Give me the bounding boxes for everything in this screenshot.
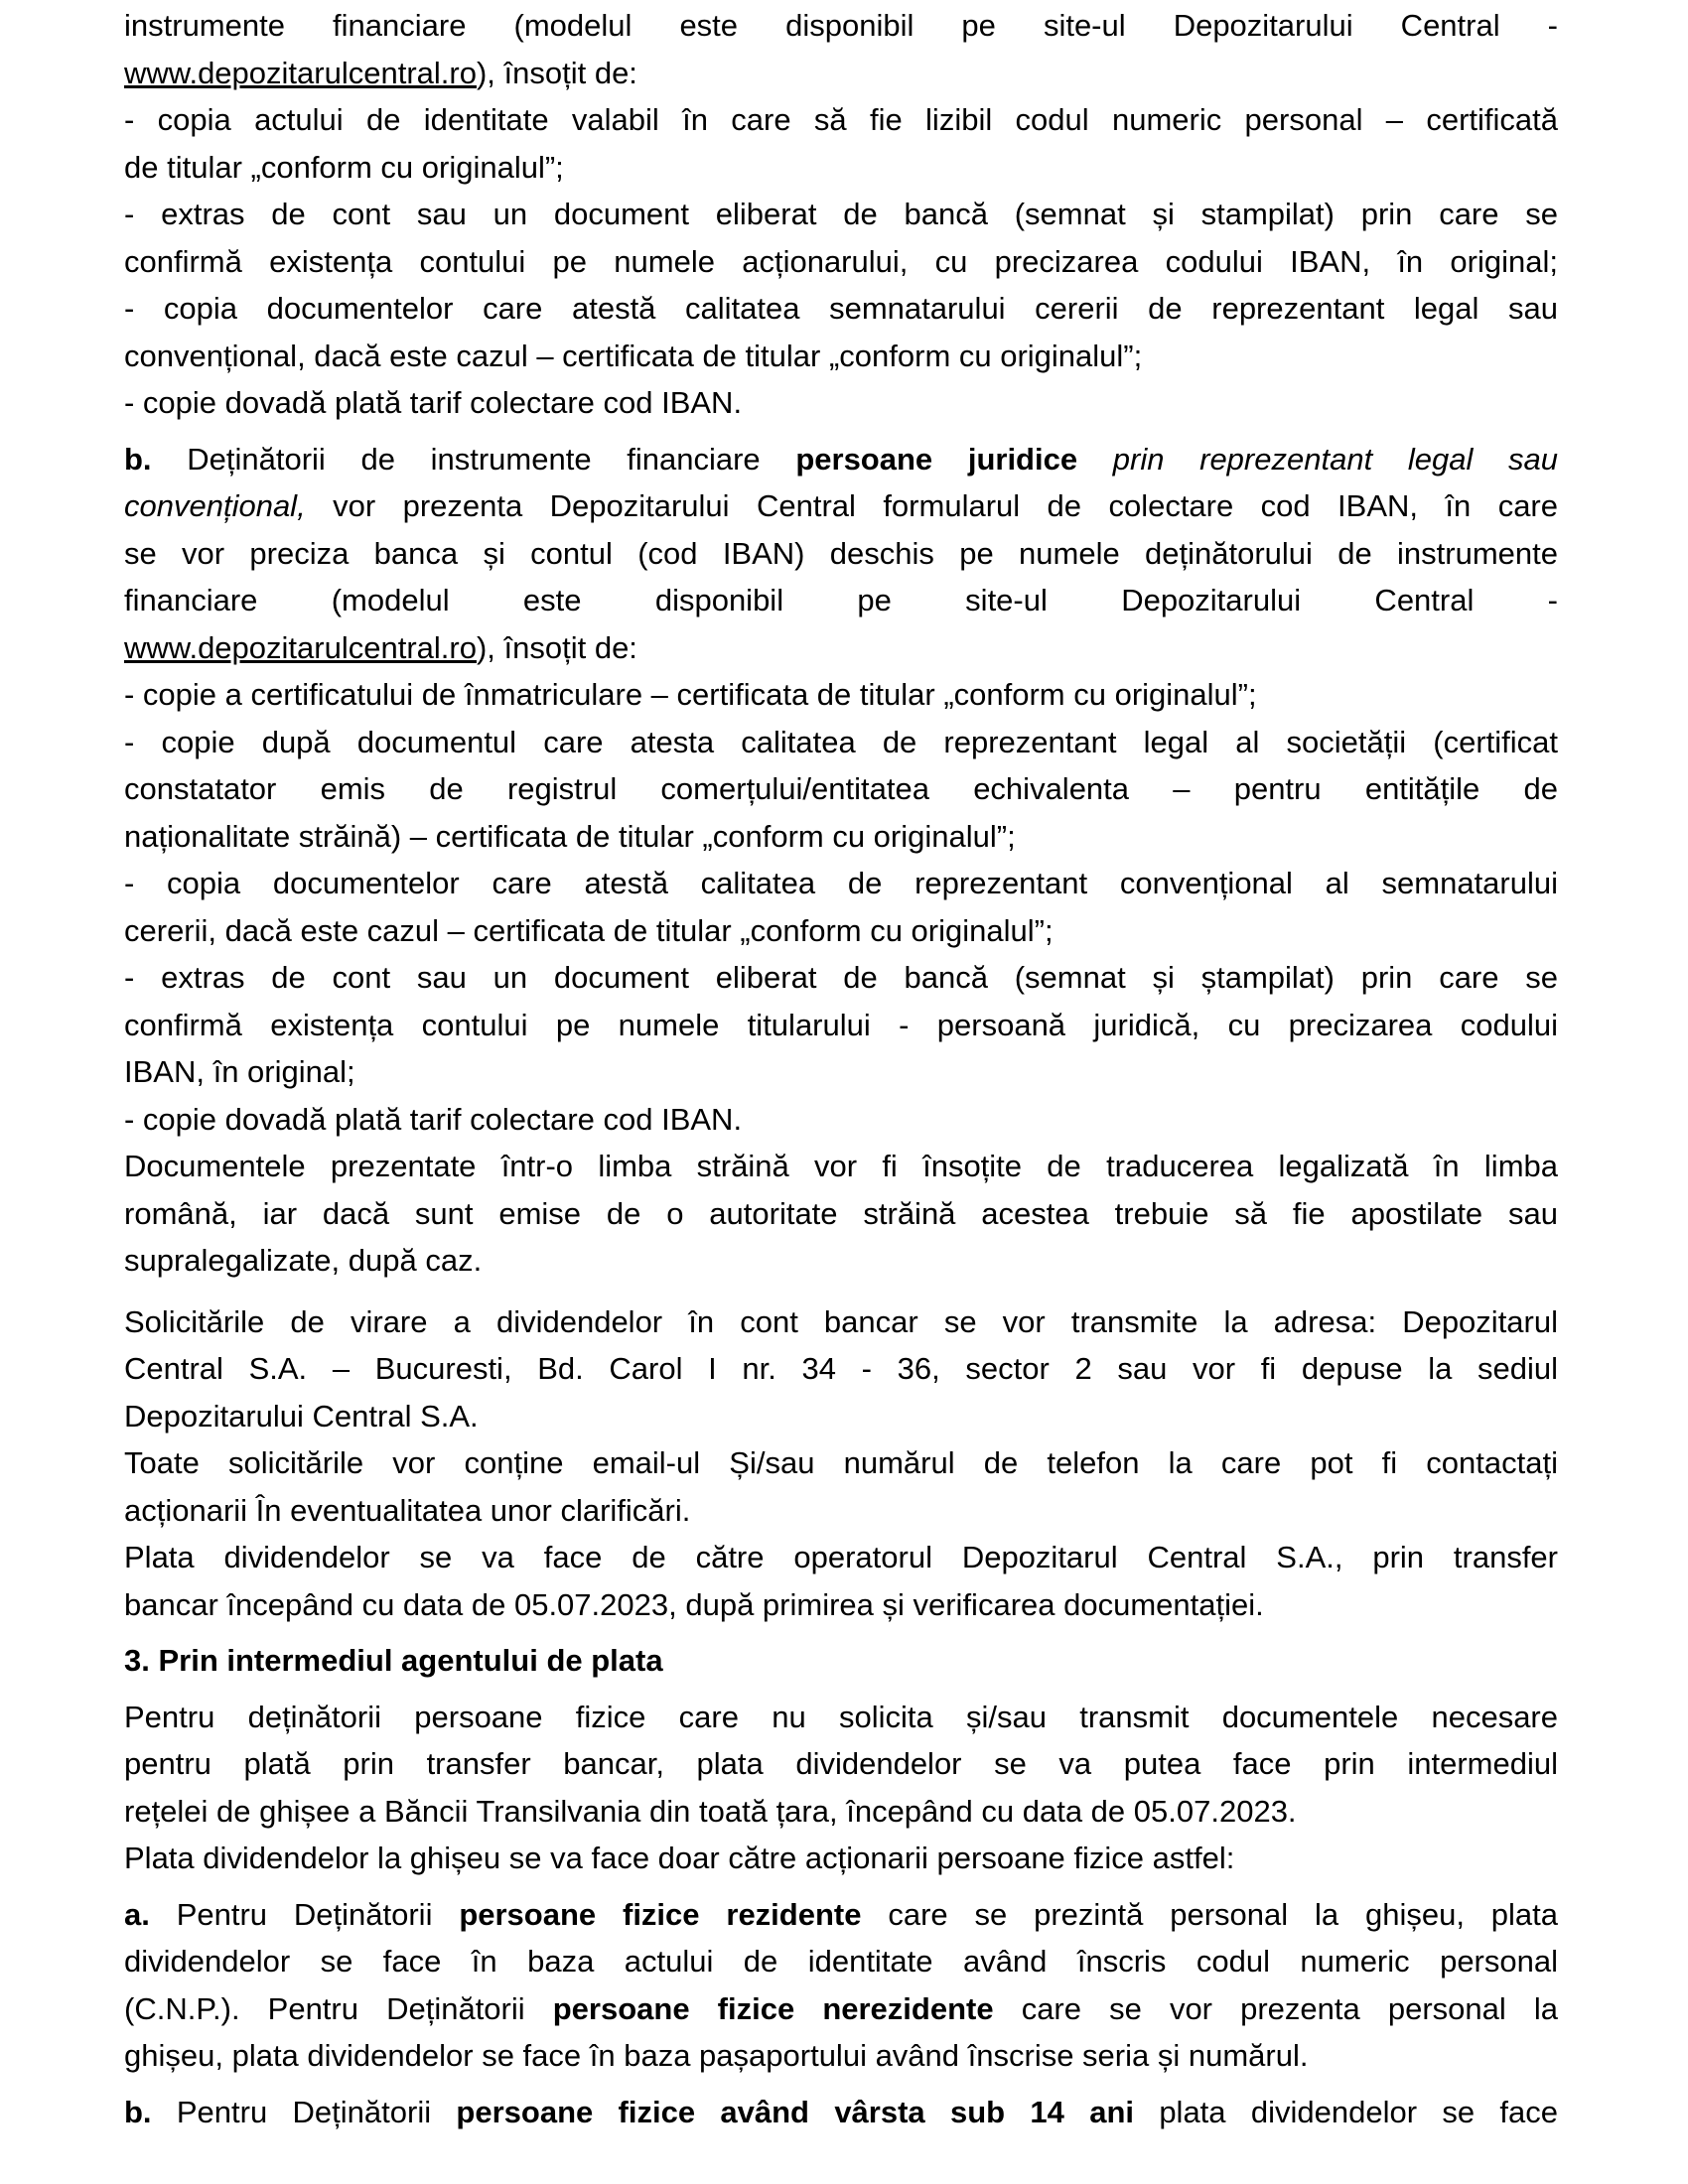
text-line: - copia actului de identitate valabil în care să fie lizibil codul numeric personal – certificată: [124, 102, 1558, 137]
text-line: română, iar dacă sunt emise de o autoritate străină acestea trebuie să fie apostilate sau: [124, 1195, 1558, 1231]
text-line: confirmă existența contului pe numele acționarului, cu precizarea codului IBAN, în original;: [124, 243, 1558, 279]
text-line: - copie dovadă plată tarif colectare cod IBAN.: [124, 1101, 743, 1137]
text-line: cererii, dacă este cazul – certificata de titular „conform cu originalul”;: [124, 912, 1054, 948]
text-line: b. Pentru Deținătorii persoane fizice având vârsta sub 14 ani plata dividendelor se face: [124, 2094, 1558, 2129]
text-line: supralegalizate, după caz.: [124, 1243, 483, 1278]
website-link[interactable]: www.depozitarulcentral.ro: [124, 55, 477, 90]
text-line: Plata dividendelor se va face de către operatorul Depozitarul Central S.A., prin transfer: [124, 1540, 1558, 1574]
section-heading: 3. Prin intermediul agentului de plata: [124, 1643, 663, 1678]
text-line: pentru plată prin transfer bancar, plata dividendelor se va putea face prin intermediul: [124, 1746, 1558, 1781]
document-page: [124, 0, 1558, 2135]
text-line: naționalitate străină) – certificata de titular „conform cu originalul”;: [124, 818, 1016, 854]
text-line: Depozitarului Central S.A.: [124, 1398, 479, 1433]
text-line: convențional, vor prezenta Depozitarului Central formularul de colectare cod IBAN, în care: [124, 488, 1558, 523]
text-line: Documentele prezentate într-o limba străină vor fi însoțite de traducerea legalizată în limba: [124, 1149, 1558, 1183]
text-line: a. Pentru Deținătorii persoane fizice rezidente care se prezintă personal la ghișeu, plata: [124, 1896, 1559, 1932]
text-line: financiare (modelul este disponibil pe site-ul Depozitarului Central -: [124, 583, 1558, 617]
text-line: confirmă existența contului pe numele titularului - persoană juridică, cu precizarea codului: [124, 1007, 1558, 1042]
item-letter: b.: [124, 2094, 152, 2129]
text-line: Solicitările de virare a dividendelor în cont bancar se vor transmite la adresa: Depozitarul: [124, 1303, 1558, 1339]
text-line: rețelei de ghișee a Băncii Transilvania din toată țara, începând cu data de 05.07.2023.: [124, 1793, 1297, 1829]
text-line: - copie a certificatului de înmatriculare – certificata de titular „conform cu originalul”;: [124, 677, 1257, 712]
text-line: IBAN, în original;: [124, 1054, 355, 1089]
text-line: ghișeu, plata dividendelor se face în baza pașaportului având înscrise seria și numărul.: [124, 2038, 1309, 2073]
text-line: - extras de cont sau un document eliberat de bancă (semnat și ștampilat) prin care se: [124, 960, 1558, 995]
text-line: (C.N.P.). Pentru Deținătorii persoane fizice nerezidente care se vor prezenta personal la: [124, 1990, 1558, 2026]
text-line: - extras de cont sau un document eliberat de bancă (semnat și stampilat) prin care se: [124, 197, 1558, 231]
item-letter: b.: [124, 441, 152, 477]
text-line: b. Deținătorii de instrumente financiare persoane juridice prin reprezentant legal sau: [124, 441, 1558, 477]
website-link[interactable]: www.depozitarulcentral.ro: [124, 629, 477, 665]
item-letter: a.: [124, 1896, 150, 1932]
text-line: Plata dividendelor la ghișeu se va face doar către acționarii persoane fizice astfel:: [124, 1841, 1235, 1875]
text-line: de titular „conform cu originalul”;: [124, 149, 564, 185]
text-line: www.depozitarulcentral.ro), însoțit de:: [124, 55, 637, 90]
text-line: bancar începând cu data de 05.07.2023, după primirea și verificarea documentației.: [124, 1586, 1264, 1622]
text-line: - copie dovadă plată tarif colectare cod IBAN.: [124, 385, 743, 420]
text-line: www.depozitarulcentral.ro), însoțit de:: [124, 629, 637, 665]
text-line: acționarii În eventualitatea unor clarificări.: [124, 1492, 691, 1528]
text-line: - copia documentelor care atestă calitatea de reprezentant convențional al semnatarului: [124, 866, 1558, 900]
text-line: Toate solicitările vor conține email-ul Și/sau numărul de telefon la care pot fi contactați: [124, 1445, 1558, 1480]
text-line: instrumente financiare (modelul este disponibil pe site-ul Depozitarului Central -: [124, 8, 1558, 43]
text-line: Central S.A. – Bucuresti, Bd. Carol I nr. 34 - 36, sector 2 sau vor fi depuse la sediul: [124, 1351, 1558, 1386]
text-line: - copia documentelor care atestă calitatea semnatarului cererii de reprezentant legal sau: [124, 291, 1558, 326]
text-line: convențional, dacă este cazul – certificata de titular „conform cu originalul”;: [124, 338, 1143, 373]
text-line: se vor preciza banca și contul (cod IBAN) deschis pe numele deținătorului de instrumente: [124, 535, 1558, 571]
text-line: Pentru deținătorii persoane fizice care nu solicita și/sau transmit documentele necesare: [124, 1699, 1558, 1734]
text-line: constatator emis de registrul comerțului/entitatea echivalenta – pentru entitățile de: [124, 771, 1558, 806]
text-line: dividendelor se face în baza actului de identitate având înscris codul numeric personal: [124, 1944, 1558, 1979]
text-line: - copie după documentul care atesta calitatea de reprezentant legal al societății (certificat: [124, 724, 1558, 759]
